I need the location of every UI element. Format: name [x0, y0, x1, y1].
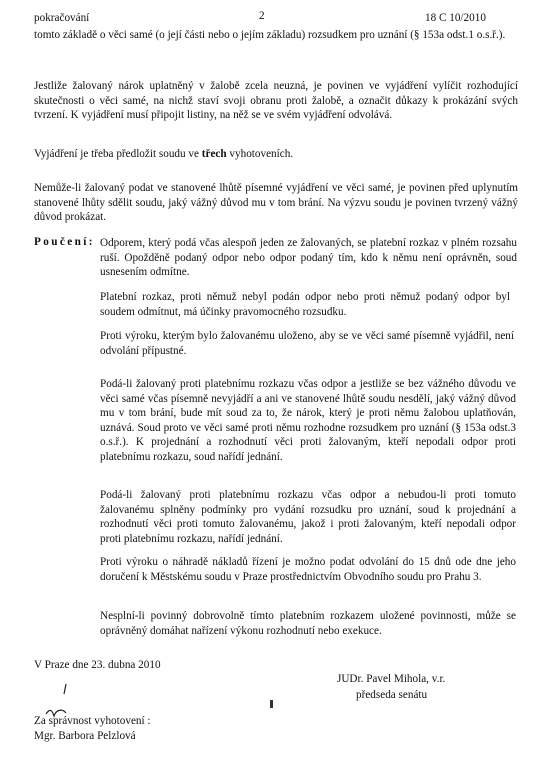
instruction-paragraph-3: Proti výroku, kterým bylo žalovanému uloženo, aby se ve věci samé písemně vyjádřil, není odvolání přípustné. — [100, 330, 514, 357]
paragraph-deadline: Nemůže-li žalovaný podat ve stanovené lhůtě písemné vyjádření ve věci samé, je povinen před uplynutím stanovené lhůty sdělit soudu, jaký vážný důvod mu v tom brání. Na výzvu soudu je povinen tvrzený vážný důvod prokázat. — [34, 182, 518, 224]
instruction-label: Poučení: — [34, 236, 95, 248]
paragraph-defense: Jestliže žalovaný nárok uplatněný v žalobě zcela neuzná, je povinen ve vyjádření vylíčit rozhodující skutečnosti o věci samé, na nichž staví svoji obranu proti žalobě, a označit důkazy k prokázání svých tvrzení. K vyjádření musí připojit listiny, na něž se ve svém vyjádření odvolává. — [34, 80, 518, 122]
judge-title: předseda senátu — [356, 689, 428, 701]
header-continuation: pokračování — [34, 12, 90, 24]
judge-name: JUDr. Pavel Mihola, v.r. — [337, 673, 446, 685]
page-number: 2 — [259, 10, 265, 22]
paragraph-continuation: tomto základě o věci samé (o její části nebo o jejím základu) rozsudkem pro uznání (§ 153a odst.1 o.s.ř.). — [34, 29, 506, 41]
paragraph-copies — [34, 147, 518, 162]
instruction-paragraph-7: Nesplní-li povinný dobrovolně tímto platebním rozkazem uložené povinnosti, může se oprávněný domáhat nařízení výkonu rozhodnutí nebo exekuce. — [100, 610, 516, 637]
stamp-mark — [270, 700, 273, 708]
copies-text-before: Vyjádření je třeba předložit soudu ve — [34, 148, 202, 160]
instruction-paragraph-5: Podá-li žalovaný proti platebnímu rozkazu včas odpor a nebudou-li proti tomuto žalovanému splněny podmínky pro vydání rozsudku pro uznání, soud k projednání a rozhodnutí věci proti tomuto žalovanému, jakož i proti žalovaným, kteří nepodali odpor proti platebnímu rozkazu, nařídí jednání. — [100, 489, 516, 545]
instruction-paragraph-2: Platební rozkaz, proti němuž nebyl podán odpor nebo proti němuž podaný odpor byl soudem odmítnut, má účinky pravomocného rozsudku. — [100, 291, 510, 318]
copies-text-after: vyhotoveních. — [226, 148, 294, 160]
place-date: V Praze dne 23. dubna 2010 — [34, 659, 161, 671]
instruction-paragraph-1: Odporem, který podá včas alespoň jeden ze žalovaných, se platební rozkaz v plném rozsahu ruší. Opožděně podaný odpor nebo odpor podaný tím, kdo k němu není oprávněn, soud usnesením odmítne. — [100, 237, 517, 279]
instruction-paragraph-4: Podá-li žalovaný proti platebnímu rozkazu včas odpor a jestliže se bez vážného důvodu ve věci samé včas písemně nevyjádří a ani ve stanovené lhůtě soudu nesdělí, jaký vážný důvod mu v tom brání, bude mít soud za to, že nárok, který je proti němu žalobou uplatňován, uznává. Soud proto ve věci samé proti němu rozhodne rozsudkem pro uznání (§ 153a odst.3 o.s.ř.). K projednání a rozhodnutí věci proti žalovaným, kteří nepodali odpor proti platebnímu rozkazu, soud nařídí jednání. — [100, 378, 516, 463]
copies-count: třech — [201, 148, 227, 160]
verification-label: Za správnost vyhotovení : — [34, 715, 151, 727]
case-number: 18 C 10/2010 — [425, 12, 486, 24]
instruction-paragraph-6: Proti výroku o náhradě nákladů řízení je možno podat odvolání do 15 dnů ode dne jeho doručení k Městskému soudu v Praze prostřednictvím Obvodního soudu pro Prahu 3. — [100, 556, 516, 583]
verifier-name: Mgr. Barbora Pelzlová — [34, 730, 136, 742]
